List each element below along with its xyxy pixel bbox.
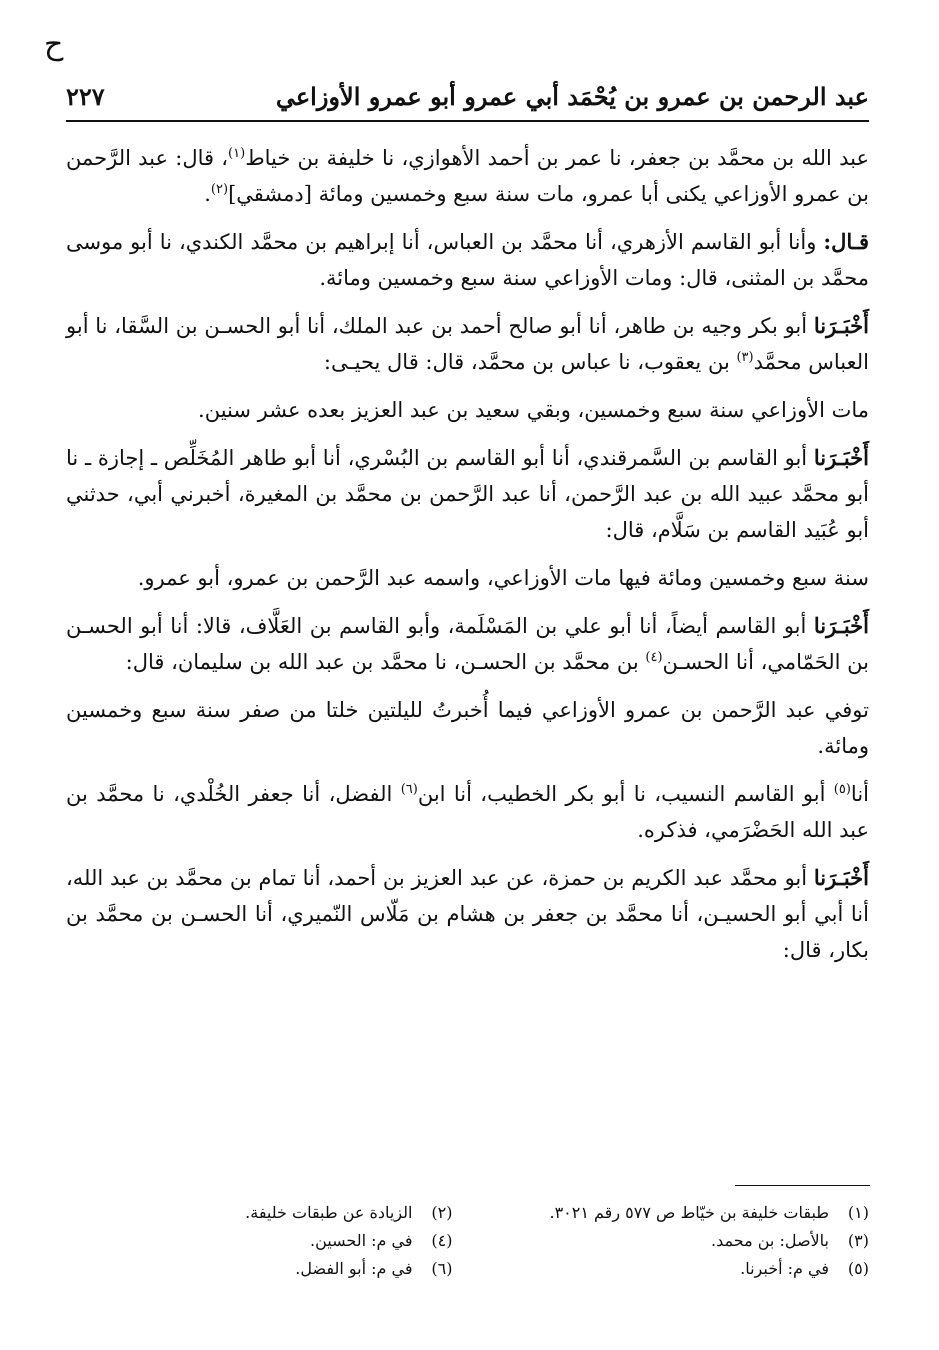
paragraph-text: سنة سبع وخمسين ومائة فيها مات الأوزاعي، واسمه عبد الرَّحمن بن عمرو، أبو عمرو. — [137, 566, 869, 590]
footnote — [66, 1256, 453, 1282]
footnote-number: (٣) — [847, 1231, 869, 1250]
paragraph-text: ، قال: عبد الرَّحمن بن عمرو الأوزاعي يكنى أبا عمرو، مات سنة سبع وخمسين ومائة [دمشقي] — [66, 146, 869, 206]
footnote-ref: (١) — [228, 146, 246, 161]
body-paragraph — [66, 860, 869, 968]
paragraph-text: بن يعقوب، نا عباس بن محمَّد، قال: قال يحيـى: — [323, 350, 737, 374]
footnote-ref: (٢) — [210, 182, 229, 197]
body-paragraph — [66, 692, 869, 764]
body-paragraph — [66, 776, 869, 848]
paragraph-text: بن محمَّد بن الحسـن، نا محمَّد بن عبد الله بن سليمان، قال: — [125, 650, 646, 674]
footnote — [66, 1228, 453, 1254]
body-paragraph — [66, 440, 869, 548]
footnote-ref: (٤) — [645, 650, 663, 665]
body-paragraph — [66, 392, 869, 428]
body-paragraph — [66, 608, 869, 680]
page-header — [66, 80, 869, 122]
footnote-ref: (٦) — [400, 782, 418, 797]
paragraph-text: مات الأوزاعي سنة سبع وخمسين، وبقي سعيد بن عبد العزيز بعده عشر سنين. — [198, 398, 869, 422]
footnote — [66, 1200, 453, 1226]
footnote-text: بالأصل: بن محمد. — [711, 1231, 829, 1250]
paragraph-text: أبو القاسم أيضاً، أنا أبو علي بن المَسْلَمة، وأبو القاسم بن العَلَّاف، قالا: أنا أبو الحسـن بن الحَمّامي، أنا الحسـن — [66, 614, 869, 674]
paragraph-lead: أَخْبَـرَنا — [813, 445, 869, 470]
footnote-divider — [735, 1185, 870, 1186]
corner-mark: ح — [44, 27, 64, 62]
footnote — [483, 1256, 870, 1282]
paragraph-text: توفي عبد الرَّحمن بن عمرو الأوزاعي فيما أُخبرتُ لليلتين خلتا من صفر سنة سبع وخمسين ومائة. — [66, 698, 869, 758]
body-paragraph — [66, 140, 869, 212]
footnote-number: (١) — [847, 1203, 869, 1222]
paragraph-text: وأنا أبو القاسم الأزهري، أنا محمَّد بن العباس، أنا إبراهيم بن محمَّد الكندي، نا أبو موسى محمَّد بن المثنى، قال: ومات الأوزاعي سنة سبع وخمسين ومائة. — [66, 230, 869, 290]
paragraph-text: . — [204, 182, 211, 206]
paragraph-lead: أَخْبَـرَنا — [813, 313, 869, 338]
paragraph-lead: أَخْبَـرَنا — [813, 865, 869, 890]
footnote — [483, 1200, 870, 1226]
footnote-text: في م: أخبرنا. — [740, 1259, 829, 1278]
body-paragraph — [66, 224, 869, 296]
paragraph-text: أبو القاسم بن السَّمرقندي، أنا أبو القاسم بن البُسْري، أنا أبو طاهر المُخَلِّص ـ إجازة ـ نا أبو محمَّد عبيد الله بن عبد الرَّحمن، أنا عبد الرَّحمن بن محمَّد بن المغيرة، أخبرني أبي، حدثني أبو عُبَيد القاسم بن سَلَّام، قال: — [66, 446, 869, 542]
footnotes — [66, 1200, 869, 1282]
footnote-text: طبقات خليفة بن خيّاط ص ٥٧٧ رقم ٣٠٢١. — [549, 1203, 829, 1222]
paragraph-lead: قـال: — [823, 229, 869, 254]
footnote-text: في م: أبو الفضل. — [295, 1259, 413, 1278]
footnote-ref: (٣) — [736, 350, 754, 365]
paragraph-text: أبو القاسم النسيب، نا أبو بكر الخطيب، أنا ابن — [417, 782, 834, 806]
paragraph-text: عبد الله بن محمَّد بن جعفر، نا عمر بن أحمد الأهوازي، نا خليفة بن خياط — [245, 146, 869, 170]
footnote-text: الزيادة عن طبقات خليفة. — [245, 1203, 413, 1222]
body-text — [66, 140, 869, 980]
paragraph-text: الفضل، أنا جعفر الخُلْدي، نا محمَّد بن عبد الله الحَضْرَمي، فذكره. — [66, 782, 869, 842]
body-paragraph — [66, 308, 869, 380]
paragraph-text: أبو بكر وجيه بن طاهر، أنا أبو صالح أحمد بن عبد الملك، أنا أبو الحسـن بن السَّقا، نا أبو العباس محمَّد — [66, 314, 869, 374]
footnote — [483, 1228, 870, 1254]
footnote-number: (٦) — [431, 1259, 453, 1278]
paragraph-text: أبو محمَّد عبد الكريم بن حمزة، عن عبد العزيز بن أحمد، أنا تمام بن محمَّد بن عبد الله، أنا أبي أبو الحسيـن، أنا محمَّد بن جعفر بن هشام بن مَلّاس النّميري، أنا الحسـن بن محمَّد بن بكار، قال: — [66, 866, 869, 962]
footnote-number: (٥) — [847, 1259, 869, 1278]
paragraph-text: أنا — [850, 782, 869, 806]
page-number: ٢٢٧ — [66, 82, 105, 111]
footnote-number: (٢) — [431, 1203, 453, 1222]
footnote-ref: (٥) — [833, 782, 851, 797]
body-paragraph — [66, 560, 869, 596]
paragraph-lead: أَخْبَـرَنا — [813, 613, 869, 638]
running-title: عبد الرحمن بن عمرو بن يُحْمَد أبي عمرو أبو عمرو الأوزاعي — [275, 82, 869, 111]
footnote-text: في م: الحسين. — [310, 1231, 413, 1250]
footnote-number: (٤) — [431, 1231, 453, 1250]
